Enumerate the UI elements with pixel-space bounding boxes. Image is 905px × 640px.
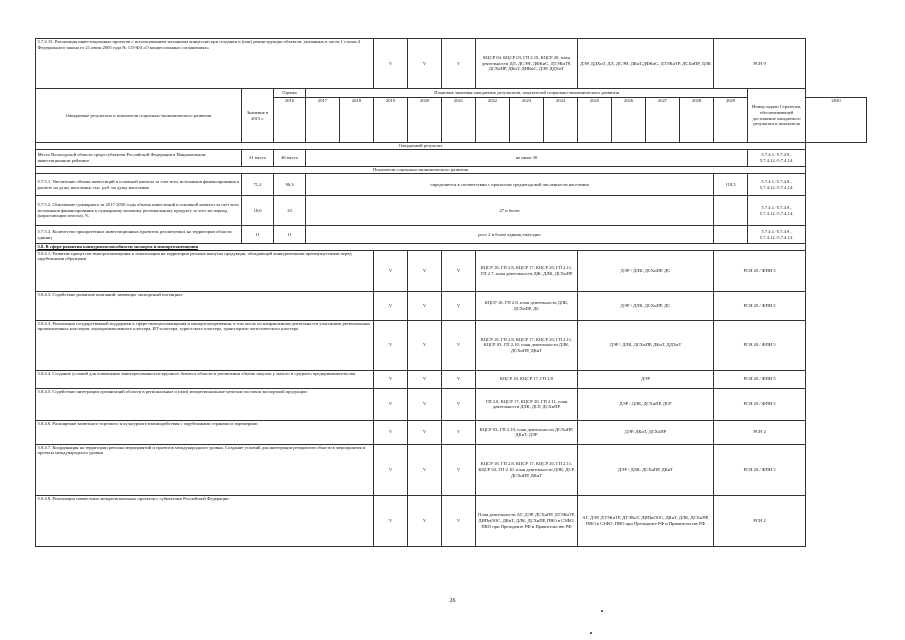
measure-text: 5.8.4.3. Реализация государственной поддержки в сфере импортозамещения и импортоопережения, в том числе по направлениям деятельности участников региональных промышленных кластеров, агропромышленного кластера, ИТ-кластера, туристского кластера, транспортно-логистического кластера	[36, 320, 374, 370]
value-2030: 118,3	[714, 174, 748, 196]
table-row	[36, 39, 867, 89]
value-2015: 71,2	[242, 174, 274, 196]
section-title: 5.8. В сфере развития конкурентоспособности экспорта и импортозамещения	[36, 244, 806, 251]
result-text: Место Вологодской области среди субъектов Российской Федерации в Национальном инвестиционном рейтинге	[36, 150, 242, 167]
period-mark: V	[442, 250, 476, 291]
results-header: Ожидаемые результаты и показатели социально-экономического развития	[36, 89, 242, 143]
measure-text: 5.7.4.15. Реализация инвестиционных проектов с использованием механизма концессии при создании и (или) реконструкции объектов, указанных в части 1 статьи 4 Федерального закона от 21 июля 2005 года № 115-ФЗ «О концессионных соглашениях»	[36, 39, 374, 89]
task-ref: 5.7.4.1.-5.7.4.9., 5.7.4.12.-5.7.4.13.	[748, 226, 806, 244]
expected-result-label: Ожидаемый результат	[36, 143, 806, 150]
measure-row	[36, 388, 867, 420]
task-ref: 5.7.4.1.-5.7.4.9., 5.7.4.12.-5.7.4.14.	[748, 174, 806, 196]
year-cell: 2025	[578, 98, 612, 143]
period-mark: V	[442, 444, 476, 495]
scan-speck	[590, 632, 592, 634]
task-header: Номер задачи Стратегии, обеспечивающей достижение ожидаемого результата и показателя	[748, 89, 806, 143]
period-mark: V	[408, 388, 442, 420]
period-mark: V	[374, 250, 408, 291]
executor-cell: АГ, ДЭР, ДТЭКиТР, ДТЭКиТ, ДИПиООС, ДКиТ, ДЛК, ДСХиПР, ПВО в СЗФО, ПВО при Президенте РФ и Правительстве РФ	[578, 495, 714, 546]
measure-row	[36, 444, 867, 495]
strategy-table	[35, 38, 867, 547]
link-cell: РСН 20 / ФПН 5	[714, 370, 806, 388]
value-2016: 23	[274, 196, 306, 226]
year-cell: 2021	[442, 98, 476, 143]
measure-text: 5.8.4.5. Содействие интеграции организаций области в региональные и (или) межрегиональные цепочки поставок экспортной продукции	[36, 388, 374, 420]
measure-row	[36, 495, 867, 546]
instrument-cell: План деятельности АГ, ДЭР, ДСХиПР, ДТЭКиТР, ДИПиООС, ДКиТ, ДЛК, ДСХиПР, ПВО в СЗФО, ПВО при Президенте РФ и Правительстве РФ	[476, 495, 578, 546]
indicator-row	[36, 174, 867, 196]
result-row	[36, 150, 867, 167]
period-mark: V	[374, 495, 408, 546]
value-2030	[714, 196, 748, 226]
link-cell: РСН 9	[714, 39, 806, 89]
year-cell: 2028	[680, 98, 714, 143]
value-2016: 11	[274, 226, 306, 244]
scan-speck	[601, 610, 603, 612]
measure-text: 5.8.4.4. Создание условий для повышения заинтересованности крупного бизнеса области в увеличении объема закупок у малого и среднего предпринимательства	[36, 370, 374, 388]
plan-value: определяется в соответствии с прогнозом среднегодовой численности населения	[306, 174, 714, 196]
executor-cell: ДЭР / ДЛК, ДСХиПР, ДКиТ	[578, 444, 714, 495]
instrument-cell: КЦСР 18, ГП 2.8, КЦСР 17, КЦСР 20, ГП 2.11, ГП 2.7, план деятельности ДЖ, ДЛК, ДСХиПР	[476, 250, 578, 291]
year-cell: 2023	[510, 98, 544, 143]
value-2016: 96,3	[274, 174, 306, 196]
instrument-cell: КЦСР 18, ГП 2.8, КЦСР 17, КЦСР 20, ГП 2.11, КЦСР 03, ГП 2.10, план деятельности ДЛК, ДСХиПР, ДКиТ	[476, 320, 578, 370]
period-mark: V	[442, 388, 476, 420]
link-cell: РСН 20 / ФПН 5	[714, 250, 806, 291]
period-mark: V	[408, 420, 442, 444]
link-cell: РСН 20 / ФПН 5	[714, 444, 806, 495]
value-2015: 18,6	[242, 196, 274, 226]
year-cell: 2030	[806, 98, 867, 143]
year-cell: 2017	[306, 98, 340, 143]
period-mark: V	[408, 495, 442, 546]
period-mark: V	[408, 370, 442, 388]
executor-cell: ДЭР, ДКиТ, ДСХиПР	[578, 420, 714, 444]
year-cell: 2016	[274, 98, 306, 143]
period-mark: V	[442, 495, 476, 546]
period-mark: V	[374, 420, 408, 444]
measure-text: 5.8.4.8. Реализация совместных межрегиональных проектов с субъектами Российской Федерации	[36, 495, 374, 546]
period-mark: V	[374, 444, 408, 495]
value-2015: 11	[242, 226, 274, 244]
plan-value: рост 2 и более единиц ежегодно	[306, 226, 714, 244]
executor-cell: ДЭР	[578, 370, 714, 388]
value-2030	[714, 226, 748, 244]
year-cell: 2019	[374, 98, 408, 143]
year-cell: 2020	[408, 98, 442, 143]
measure-row	[36, 320, 867, 370]
indicator-text: 5.7.5.1. Увеличение объема инвестиций в основной капитал за счет всех источников финансирования в расчете на душу населения, тыс. руб. на душу населения	[36, 174, 242, 196]
period-mark: V	[374, 39, 408, 89]
period-mark: V	[442, 291, 476, 320]
link-cell: РСН 2	[714, 495, 806, 546]
year-cell: 2026	[612, 98, 646, 143]
task-ref: 5.7.4.1.-5.7.4.9., 5.7.4.12.-5.7.4.14.	[748, 150, 806, 167]
measure-row	[36, 370, 867, 388]
executor-cell: ДЭР / ДЛК, ДСХиПР, ДКиТ, ДДХиТ	[578, 320, 714, 370]
value-2016: 48 место	[274, 150, 306, 167]
period-mark: V	[408, 444, 442, 495]
measure-row	[36, 250, 867, 291]
instrument-cell: КЦСР 18, КЦСР 17, ГП 2.8	[476, 370, 578, 388]
measure-text: 5.8.4.6. Расширение валютного торгового и культурного взаимодействия с зарубежными странами и партнерами	[36, 420, 374, 444]
value-2015-header: Значение в 2015 г.	[242, 89, 274, 143]
section-label-row	[36, 143, 867, 150]
link-cell: РСН 20 / ФПН 5	[714, 291, 806, 320]
link-cell: РСН 20 / ФПН 5	[714, 388, 806, 420]
instrument-cell: ГП 2.8, КЦСР 17, КЦСР 20, ГП 2.11, план деятельности ДЛК, ДСР, ДСХиПР	[476, 388, 578, 420]
period-mark: V	[374, 320, 408, 370]
indicators-label: Показатели социально-экономического развития	[36, 167, 806, 174]
period-mark: V	[408, 291, 442, 320]
section-label-row	[36, 167, 867, 174]
indicator-row	[36, 196, 867, 226]
task-ref: 5.7.4.1.-5.7.4.9., 5.7.4.12.-5.7.4.14.	[748, 196, 806, 226]
plan-header: Плановые значения ожидаемых результатов, показателей социально-экономического развития	[306, 89, 748, 98]
executor-cell: ДЭР, ДДХиТ, ДЛ, ДСЭН, ДКиТ,ДФКиС, ДТЭКиТР, ДСХиПР, ДЛК	[578, 39, 714, 89]
page-number: 26	[449, 598, 456, 604]
year-cell: 2022	[476, 98, 510, 143]
instrument-cell: КЦСР 18, ГП 2.8, план деятельности ДЛК, ДСХиПР, ДС	[476, 291, 578, 320]
measure-row	[36, 420, 867, 444]
link-cell: РСН 20 / ФПН 5	[714, 320, 806, 370]
year-cell: 2018	[340, 98, 374, 143]
measure-text: 5.8.4.7. Координация на территории региона мероприятий и проектов международного уровня. Создание условий для интеграции резидентов области в мероприятия и проекты международного уровня	[36, 444, 374, 495]
executor-cell: ДЭР / ДЛК, ДСХиПР, ДС	[578, 250, 714, 291]
period-mark: V	[442, 39, 476, 89]
measure-row	[36, 291, 867, 320]
year-cell: 2024	[544, 98, 578, 143]
section-row	[36, 244, 867, 251]
period-mark: V	[374, 388, 408, 420]
plan-value: не ниже 30	[306, 150, 748, 167]
executor-cell: ДЭР / ДЛК, ДСХиПР, ДСР	[578, 388, 714, 420]
link-cell: РСН 2	[714, 420, 806, 444]
indicator-text: 5.7.5.2. Отношение суммарного за 2017-2030 годы объема инвестиций в основной капитал за счет всех источников финансирования к суммарному валовому региональному продукту за этот же период (нарастающим итогом), %	[36, 196, 242, 226]
instrument-cell: КЦСР 03, ГП 2.10, план деятельности ДСХиПР, ДКиТ, ДЭР	[476, 420, 578, 444]
period-mark: V	[442, 370, 476, 388]
indicator-row	[36, 226, 867, 244]
measure-text: 5.8.4.1. Развитие процессов импортозамещения и локализация на территории региона выпуска продукции, обладающей конкурентными преимуществами перед зарубежными образцами	[36, 250, 374, 291]
indicator-text: 5.7.5.3. Количество приоритетных инвестиционных проектов, реализуемых на территории области, единиц	[36, 226, 242, 244]
header-row	[36, 89, 867, 98]
plan-value: 27 и более	[306, 196, 714, 226]
period-mark: V	[442, 420, 476, 444]
instrument-cell: КЦСР 18, ГП 2.8, КЦСР 17, КЦСР 20, ГП 2.11, КЦСР 03, ГП 2.10, план деятельности ДЛК, ДСР, ДСХиПР, ДКиТ	[476, 444, 578, 495]
period-mark: V	[374, 370, 408, 388]
period-mark: V	[408, 320, 442, 370]
period-mark: V	[442, 320, 476, 370]
measure-text: 5.8.4.3. Содействие развитию компаний, имеющих экспортный потенциал	[36, 291, 374, 320]
estimate-header: Оценка	[274, 89, 306, 98]
executor-cell: ДЭР / ДЛК, ДСХиПР, ДС	[578, 291, 714, 320]
year-cell: 2029	[714, 98, 748, 143]
instrument-cell: КЦСР 04, КЦСР 03, ГП 2.10, КЦСР 20, план деятельности ДЛ, ДСЭН, ДФКиС, ДТЭКиТР, ДСХиПР, ДКиТ, ДИКиС, ДЭР, ДДХиТ	[476, 39, 578, 89]
period-mark: V	[408, 39, 442, 89]
period-mark: V	[374, 291, 408, 320]
value-2015: 31 место	[242, 150, 274, 167]
period-mark: V	[408, 250, 442, 291]
year-cell: 2027	[646, 98, 680, 143]
